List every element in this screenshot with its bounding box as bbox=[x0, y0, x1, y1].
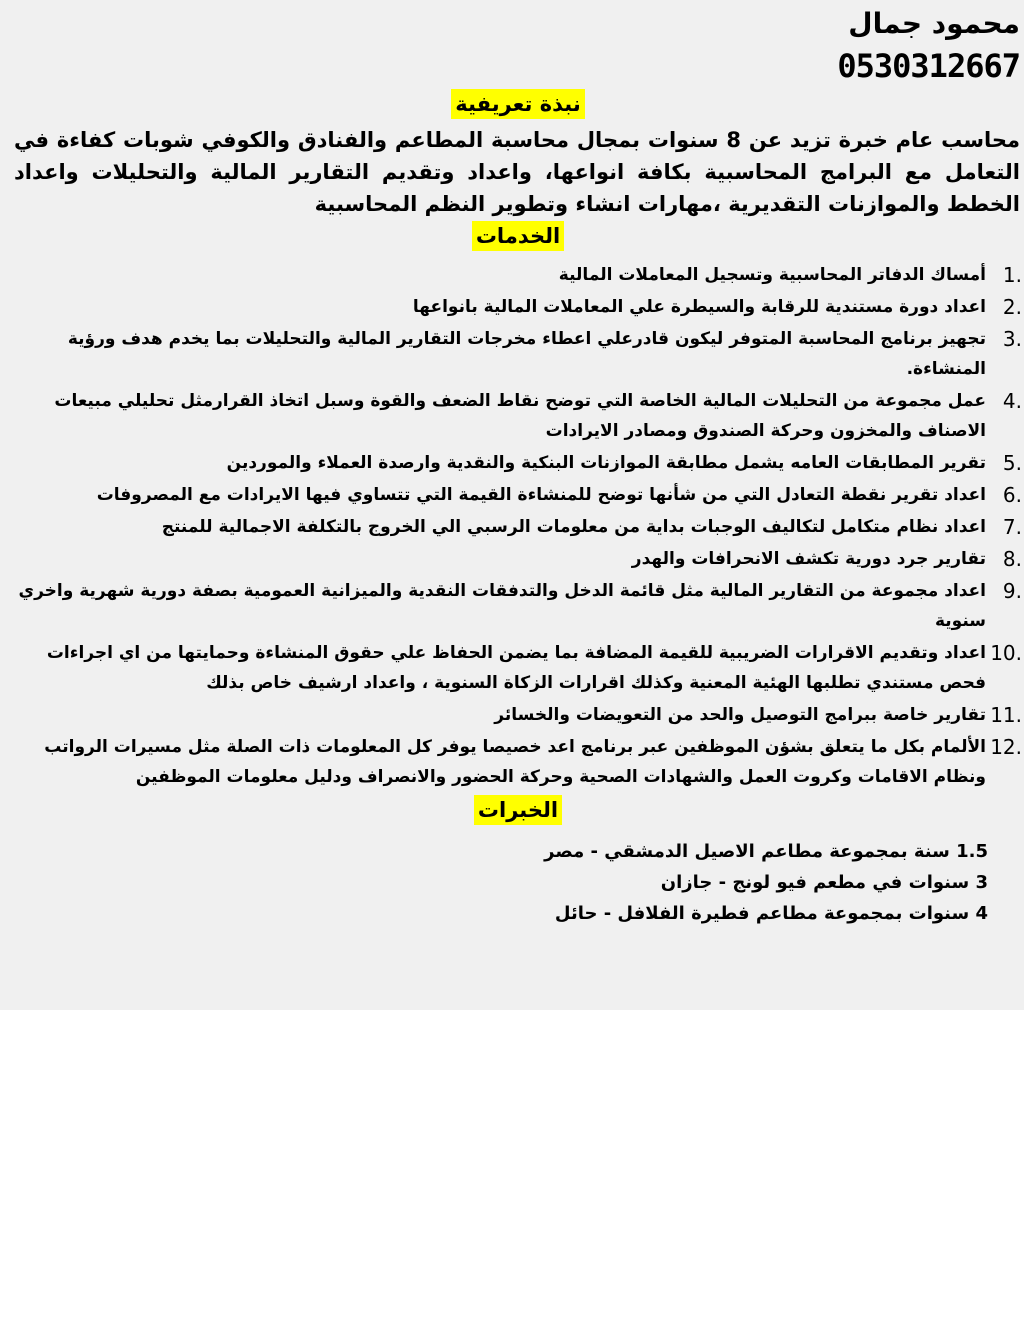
intro-heading-wrap bbox=[14, 88, 1022, 124]
list-item-text: اعداد دورة مستندية للرقابة والسيطرة علي المعاملات المالية بانواعها bbox=[412, 297, 986, 317]
experience-heading: الخبرات bbox=[474, 795, 562, 825]
list-item-text: اعداد نظام متكامل لتكاليف الوجبات بداية من معلومات الرسبي الي الخروج بالتكلفة الاجمالية للمنتج bbox=[161, 517, 986, 537]
list-item-number: 1. bbox=[1002, 263, 1022, 287]
list-item bbox=[14, 292, 1022, 322]
list-item bbox=[14, 480, 1022, 510]
person-name: محمود جمال bbox=[848, 7, 1020, 40]
list-item-number: 12. bbox=[990, 735, 1022, 759]
list-item bbox=[14, 700, 1022, 730]
list-item-number: 7. bbox=[1002, 515, 1022, 539]
services-list bbox=[14, 260, 1022, 792]
experience-list bbox=[14, 836, 1022, 929]
services-heading-wrap bbox=[14, 220, 1022, 256]
experience-item: 3 سنوات في مطعم فيو لونج - جازان bbox=[660, 872, 988, 893]
list-item-number: 8. bbox=[1002, 547, 1022, 571]
list-item-number: 6. bbox=[1002, 483, 1022, 507]
services-heading: الخدمات bbox=[472, 221, 564, 251]
intro-heading: نبذة تعريفية bbox=[451, 89, 584, 119]
list-item-number: 3. bbox=[1002, 327, 1022, 351]
list-item-text: اعداد وتقديم الاقرارات الضريبية للقيمة المضافة بما يضمن الحفاظ علي حقوق المنشاءة وحمايتها من اي اجراءات فحص مستندي تطلبها الهئية المعنية وكذلك اقرارات الزكاة السنوية ، واعداد ارشيف خاص بذلك bbox=[46, 643, 986, 693]
list-item-number: 11. bbox=[990, 703, 1022, 727]
list-item bbox=[14, 544, 1022, 574]
experience-item: 4 سنوات بمجموعة مطاعم فطيرة الفلافل - حائل bbox=[554, 903, 988, 924]
list-item-text: الألمام بكل ما يتعلق بشؤن الموظفين عبر برنامج اعد خصيصا يوفر كل المعلومات ذات الصلة مثل مسيرات الرواتب ونظام الاقامات وكروت العمل والشهادات الصحية وحركة الحضور والانصراف ودليل معلومات الموظفين bbox=[44, 737, 986, 787]
list-item-text: عمل مجموعة من التحليلات المالية الخاصة التي توضح نقاط الضعف والقوة وسبل اتخاذ القرارمثل تحليلي مبيعات الاصناف والمخزون وحركة الصندوق ومصادر الايرادات bbox=[54, 391, 986, 441]
list-item-text: تقارير خاصة ببرامج التوصيل والحد من التعويضات والخسائر bbox=[494, 705, 986, 725]
intro-text: محاسب عام خبرة تزيد عن 8 سنوات بمجال محاسبة المطاعم والفنادق والكوفي شوبات كفاءة في التعامل مع البرامج المحاسبية بكافة انواعها، واعداد وتقديم التقارير المالية والتحليلات واعداد الخطط والموازنات التقديرية ،مهارات انشاء وتطوير النظم المحاسبية bbox=[14, 128, 1020, 216]
phone-number: 0530312667 bbox=[837, 47, 1020, 85]
list-item bbox=[14, 576, 1022, 636]
experience-item: 1.5 سنة بمجموعة مطاعم الاصيل الدمشقي - مصر bbox=[544, 841, 988, 862]
list-item-text: تقرير المطابقات العامه يشمل مطابقة الموازنات البنكية والنقدية وارصدة العملاء والموردين bbox=[226, 453, 986, 473]
experience-heading-wrap bbox=[14, 794, 1022, 830]
list-item-text: تجهيز برنامج المحاسبة المتوفر ليكون قادرعلي اعطاء مخرجات التقارير المالية والتحليلات بما يخدم هدف ورؤية المنشاءة. bbox=[67, 329, 986, 379]
list-item-number: 4. bbox=[1002, 389, 1022, 413]
list-item bbox=[14, 448, 1022, 478]
list-item-text: اعداد مجموعة من التقارير المالية مثل قائمة الدخل والتدفقات النقدية والميزانية العمومية بصفة دورية شهرية واخري سنوية bbox=[18, 581, 986, 631]
list-item-number: 2. bbox=[1002, 295, 1022, 319]
list-item-number: 9. bbox=[1002, 579, 1022, 603]
list-item bbox=[14, 638, 1022, 698]
list-item-number: 10. bbox=[990, 641, 1022, 665]
list-item-number: 5. bbox=[1002, 451, 1022, 475]
list-item-text: أمساك الدفاتر المحاسبية وتسجيل المعاملات المالية bbox=[558, 265, 986, 285]
list-item bbox=[14, 386, 1022, 446]
list-item-text: اعداد تقرير نقطة التعادل التي من شأنها توضح للمنشاءة القيمة التي تتساوي فيها الايرادات مع المصروفات bbox=[96, 485, 986, 505]
cv-content bbox=[14, 4, 1022, 929]
list-item bbox=[14, 260, 1022, 290]
list-item bbox=[14, 512, 1022, 542]
list-item bbox=[14, 324, 1022, 384]
list-item-text: تقارير جرد دورية تكشف الانحرافات والهدر bbox=[631, 549, 986, 569]
list-item bbox=[14, 732, 1022, 792]
